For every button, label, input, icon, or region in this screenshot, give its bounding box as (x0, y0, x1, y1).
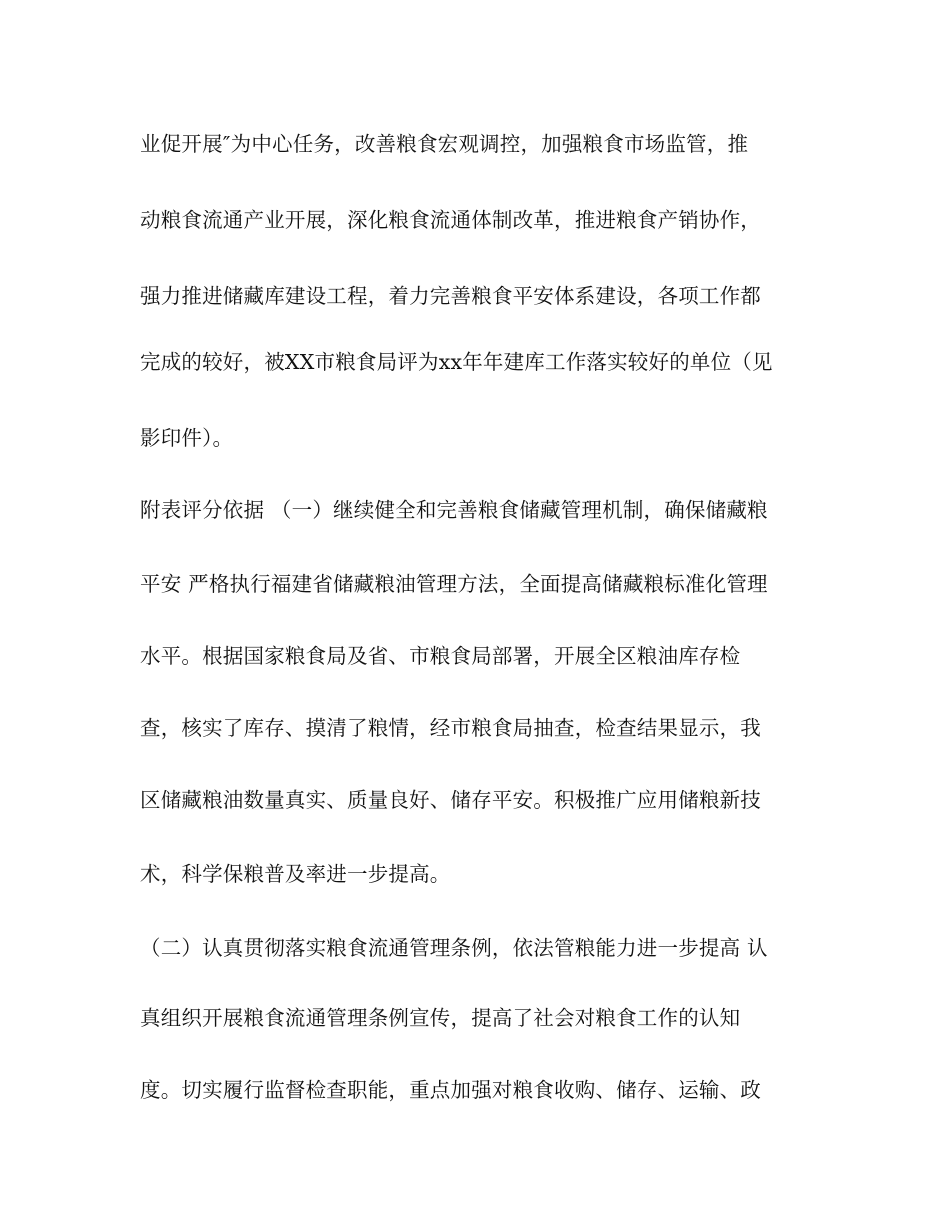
text-line-13: 真组织开展粮食流通管理条例宣传，提高了社会对粮食工作的认知 (140, 1006, 741, 1030)
text-line-10: 区储藏粮油数量真实、质量良好、储存平安。积极推广应用储粮新技 (140, 788, 761, 812)
text-line-4: 完成的较好，被XX市粮食局评为xx年年建库工作落实较好的单位（见 (140, 350, 773, 374)
text-line-6: 附表评分依据 （一）继续健全和完善粮食储藏管理机制，确保储藏粮 (140, 498, 768, 522)
text-line-8: 水平。根据国家粮食局及省、市粮食局部署，开展全区粮油库存检 (140, 644, 741, 668)
text-line-11: 术，科学保粮普及率进一步提高。 (140, 862, 451, 886)
text-line-3: 强力推进储藏库建设工程，着力完善粮食平安体系建设，各项工作都 (140, 284, 761, 308)
text-line-9: 查，核实了库存、摸清了粮情，经市粮食局抽查，检查结果显示，我 (140, 716, 761, 740)
text-line-14: 度。切实履行监督检查职能，重点加强对粮食收购、储存、运输、政 (140, 1078, 761, 1102)
text-line-12: （二）认真贯彻落实粮食流通管理条例，依法管粮能力进一步提高 认 (140, 936, 768, 960)
text-line-5: 影印件）。 (140, 426, 234, 450)
text-line-7: 平安 严格执行福建省储藏粮油管理方法，全面提高储藏粮标准化管理 (140, 572, 768, 596)
text-line-2: 动粮食流通产业开展，深化粮食流通体制改革，推进粮食产销协作， (140, 208, 761, 232)
text-line-1: 业促开展″为中心任务，改善粮食宏观调控，加强粮食市场监管，推 (140, 132, 749, 156)
